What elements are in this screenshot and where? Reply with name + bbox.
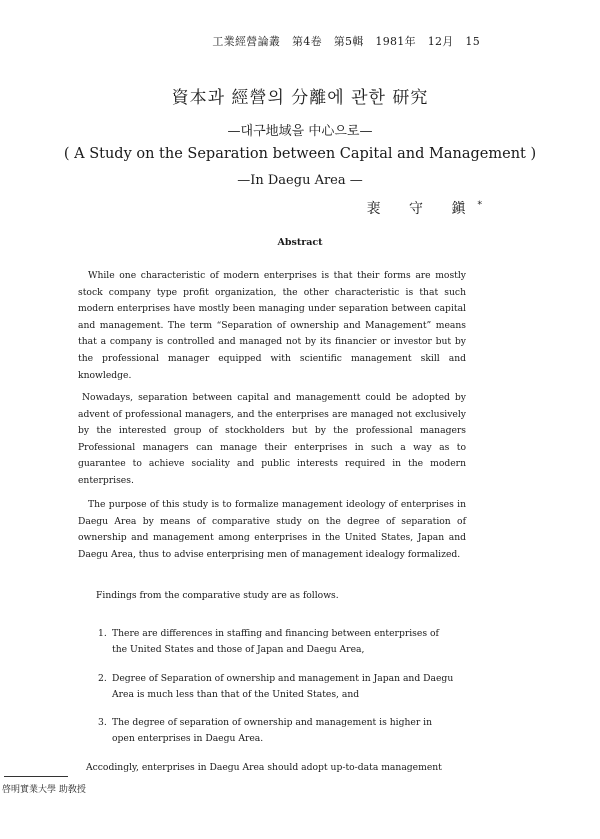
finding-number: 3. <box>98 717 107 728</box>
page-number: 15 <box>465 35 480 48</box>
finding-text: There are differences in staffing and financing between enterprises of the United States and those of Japan and Daegu Area, <box>112 628 439 655</box>
abstract-heading: Abstract <box>277 237 323 248</box>
abstract-paragraph-2: Nowadays, separation between capital and managementt could be adopted by advent of professional managers, and the enterprises are managed not exclusively by the interested group of stockholders but by the professional managers Professional managers can manage their enterprises in such a way as to guarantee to achieve sociality and public interests required in the modern enterprises. <box>78 392 466 486</box>
closing-line: Accodingly, enterprises in Daegu Area should adopt up-to-data management <box>86 762 442 773</box>
journal-volume: 第4卷 <box>291 35 322 48</box>
finding-list <box>98 715 454 747</box>
finding-list <box>98 626 454 658</box>
abstract-paragraph-1: While one characteristic of modern enterprises is that their forms are mostly stock company type profit organization, the other characteristic is that such modern enterprises have mostly been managing under separation between capital and management. The term “Separation of ownership and Management” means that a company is controlled and managed not by its financier or investor but by the professional manager equipped with scientific management skill and knowledge. <box>78 270 466 381</box>
finding-text: Degree of Separation of ownership and management in Japan and Daegu Area is much less than that of the United States, and <box>112 673 454 700</box>
author-name: 裵 守 鎭 <box>366 201 478 217</box>
journal-month: 12月 <box>427 35 454 48</box>
korean-subtitle: —대구地域을 中心으로— <box>227 124 373 139</box>
finding-text: The degree of separation of ownership and management is higher in open enterprises in Daegu Area. <box>112 717 432 744</box>
author <box>367 198 482 218</box>
finding-list <box>98 671 454 703</box>
finding-number: 2. <box>98 673 107 684</box>
finding-item <box>98 626 454 658</box>
footnote-divider <box>4 776 68 777</box>
abstract-paragraph-3: The purpose of this study is to formalize management ideology of enterprises in Daegu Area by means of comparative study on the degree of separation of ownership and management among enterprises in the United States, Japan and Daegu Area, thus to advise enterprising men of management idealogy formalized. <box>78 499 466 560</box>
finding-item <box>98 671 454 703</box>
journal-header <box>204 33 480 49</box>
english-subtitle: —In Daegu Area — <box>237 173 363 188</box>
english-title: ( A Study on the Separation between Capital and Management ) <box>63 146 537 162</box>
author-affiliation-footnote: 啓明實業大學 助敎授 <box>2 785 86 795</box>
finding-number: 1. <box>98 628 107 639</box>
journal-name: 工業經營論叢 <box>212 35 281 48</box>
findings-intro: Findings from the comparative study are as follows. <box>96 590 339 601</box>
korean-title: 資本과 經營의 分離에 관한 研究 <box>171 88 429 108</box>
journal-year: 1981年 <box>375 35 416 48</box>
finding-item <box>98 715 454 747</box>
journal-issue: 第5輯 <box>333 35 364 48</box>
author-footnote-mark: * <box>477 200 482 211</box>
